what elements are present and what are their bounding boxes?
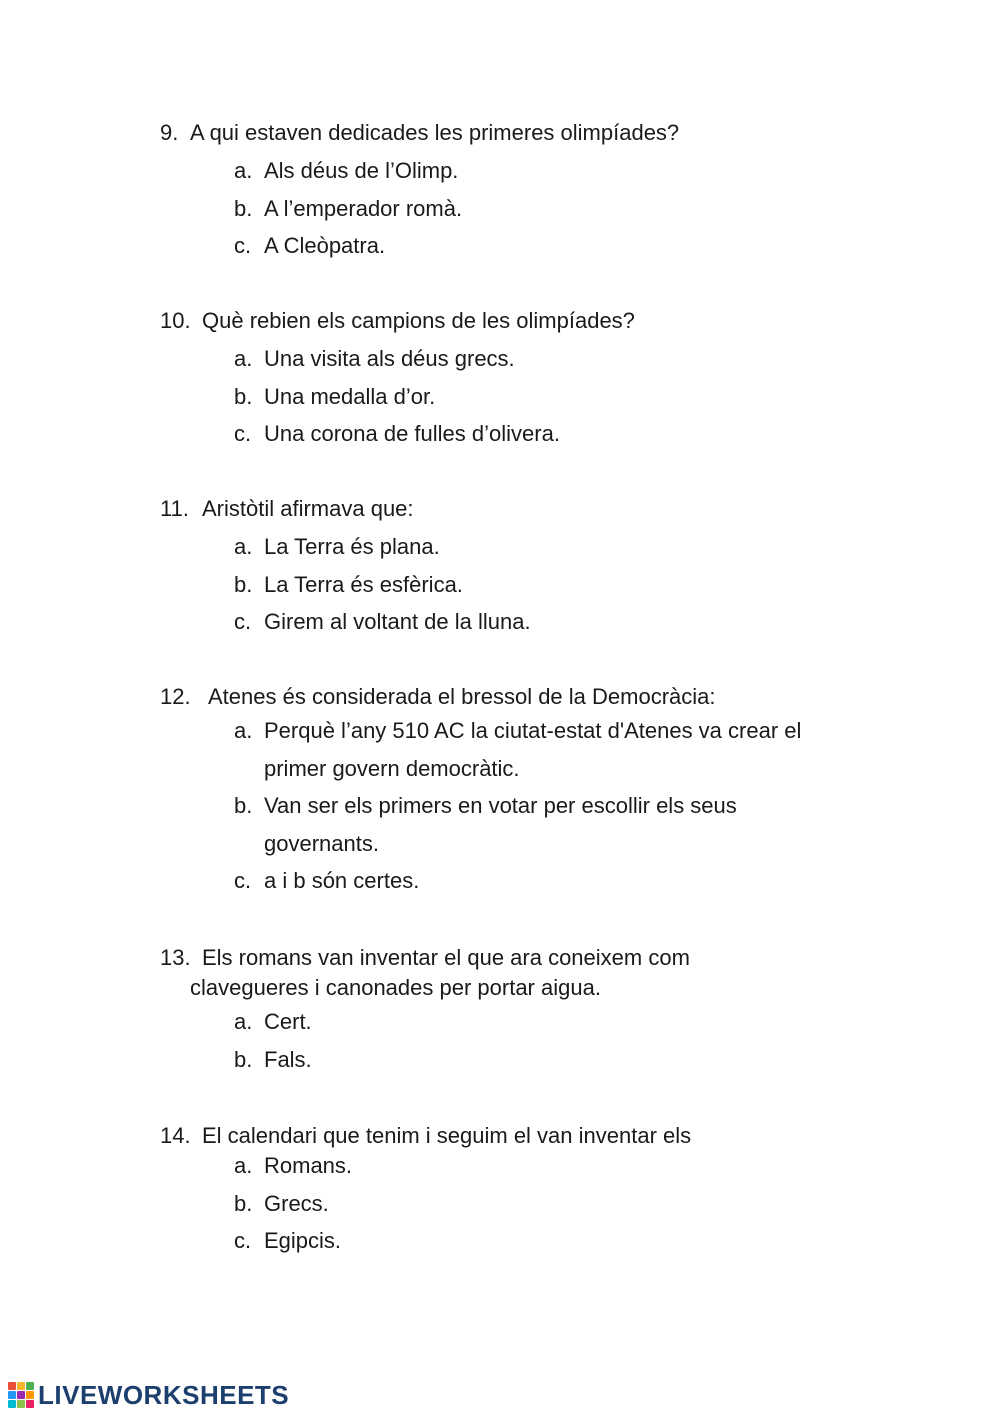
option-letter: b. (234, 793, 253, 818)
option-letter: b. (234, 195, 253, 221)
answer-option-c[interactable] (234, 868, 880, 906)
answer-option-b[interactable] (234, 793, 880, 868)
option-letter: b. (234, 1046, 253, 1072)
option-text: Girem al voltant de la lluna. (264, 609, 531, 634)
question-number: 9. (160, 120, 179, 145)
question-line (160, 945, 880, 975)
question-text: Què rebien els campions de les olimpíades? (202, 308, 635, 333)
option-text: Cert. (264, 1009, 312, 1034)
question-text: A qui estaven dedicades les primeres olimpíades? (190, 120, 680, 145)
option-letter: a. (234, 1009, 253, 1034)
option-text: Una medalla d’or. (264, 383, 436, 409)
logo-wordmark: LIVEWORKSHEETS (38, 1379, 290, 1410)
answer-option-b[interactable] (234, 572, 880, 610)
question-number: 13. (160, 945, 191, 970)
option-text: Una visita als déus grecs. (264, 346, 515, 371)
question-12 (160, 684, 880, 906)
answer-option-a[interactable] (234, 718, 880, 793)
option-letter: b. (234, 1190, 253, 1216)
option-text: Van ser els primers en votar per escollir els seus governants. (264, 793, 737, 856)
question-9 (160, 120, 880, 271)
answer-option-a[interactable] (234, 1153, 880, 1191)
answer-option-c[interactable] (234, 1228, 880, 1266)
option-letter: a. (234, 158, 253, 183)
option-text: Una corona de fulles d’olivera. (264, 421, 560, 446)
logo-tile (17, 1382, 25, 1390)
question-line (160, 120, 880, 150)
answer-option-b[interactable] (234, 196, 880, 234)
logo-tile (8, 1400, 16, 1408)
answer-option-a[interactable] (234, 158, 880, 196)
logo-tile (26, 1391, 34, 1399)
question-14 (160, 1123, 880, 1266)
logo-tile (17, 1400, 25, 1408)
option-letter: c. (234, 233, 252, 258)
logo-tile (26, 1382, 34, 1390)
question-line (160, 496, 880, 526)
question-text-continued: clavegueres i canonades per portar aigua. (190, 975, 601, 1000)
answer-option-c[interactable] (234, 609, 880, 647)
question-line (160, 1123, 880, 1153)
question-text: Atenes és considerada el bressol de la Democràcia: (208, 684, 716, 709)
option-letter: a. (234, 1153, 253, 1178)
answer-option-b[interactable] (234, 384, 880, 422)
option-letter: c. (234, 868, 252, 893)
logo-tile (17, 1391, 25, 1399)
option-text: Als déus de l’Olimp. (264, 158, 459, 183)
question-13 (160, 945, 880, 1084)
question-text: Aristòtil afirmava que: (202, 496, 414, 521)
question-line (160, 684, 880, 714)
answer-option-c[interactable] (234, 421, 880, 459)
option-letter: a. (234, 718, 253, 743)
option-letter: a. (234, 534, 253, 559)
logo-tile (8, 1391, 16, 1399)
answer-option-a[interactable] (234, 1009, 880, 1047)
option-text: La Terra és esfèrica. (264, 571, 463, 597)
option-text: Grecs. (264, 1190, 329, 1216)
question-number: 10. (160, 308, 191, 333)
liveworksheets-logo[interactable] (8, 1380, 289, 1410)
option-text: a i b són certes. (264, 868, 420, 893)
option-text: A Cleòpatra. (264, 233, 386, 258)
question-text: Els romans van inventar el que ara coneixem com (202, 945, 690, 970)
answer-option-a[interactable] (234, 534, 880, 572)
answer-option-b[interactable] (234, 1047, 880, 1085)
question-10 (160, 308, 880, 459)
question-number: 12. (160, 684, 191, 709)
option-letter: a. (234, 346, 253, 371)
option-text: La Terra és plana. (264, 534, 440, 559)
answer-option-b[interactable] (234, 1191, 880, 1229)
option-text: Egipcis. (264, 1228, 342, 1253)
answer-option-a[interactable] (234, 346, 880, 384)
option-letter: b. (234, 571, 253, 597)
option-text: Romans. (264, 1153, 353, 1178)
question-number: 11. (160, 496, 189, 521)
question-11 (160, 496, 880, 647)
question-text: El calendari que tenim i seguim el van inventar els (202, 1123, 692, 1148)
question-line (160, 308, 880, 338)
answer-option-c[interactable] (234, 233, 880, 271)
option-text: A l’emperador romà. (264, 195, 463, 221)
option-letter: c. (234, 1228, 252, 1253)
logo-tile (8, 1382, 16, 1390)
option-text: Perquè l’any 510 AC la ciutat-estat d'Atenes va crear el primer govern democràtic. (264, 718, 802, 781)
liveworksheets-logo-mark-icon (8, 1382, 34, 1408)
option-text: Fals. (264, 1046, 312, 1072)
option-letter: c. (234, 421, 252, 446)
question-number: 14. (160, 1123, 191, 1148)
option-letter: b. (234, 383, 253, 409)
option-letter: c. (234, 609, 252, 634)
logo-tile (26, 1400, 34, 1408)
